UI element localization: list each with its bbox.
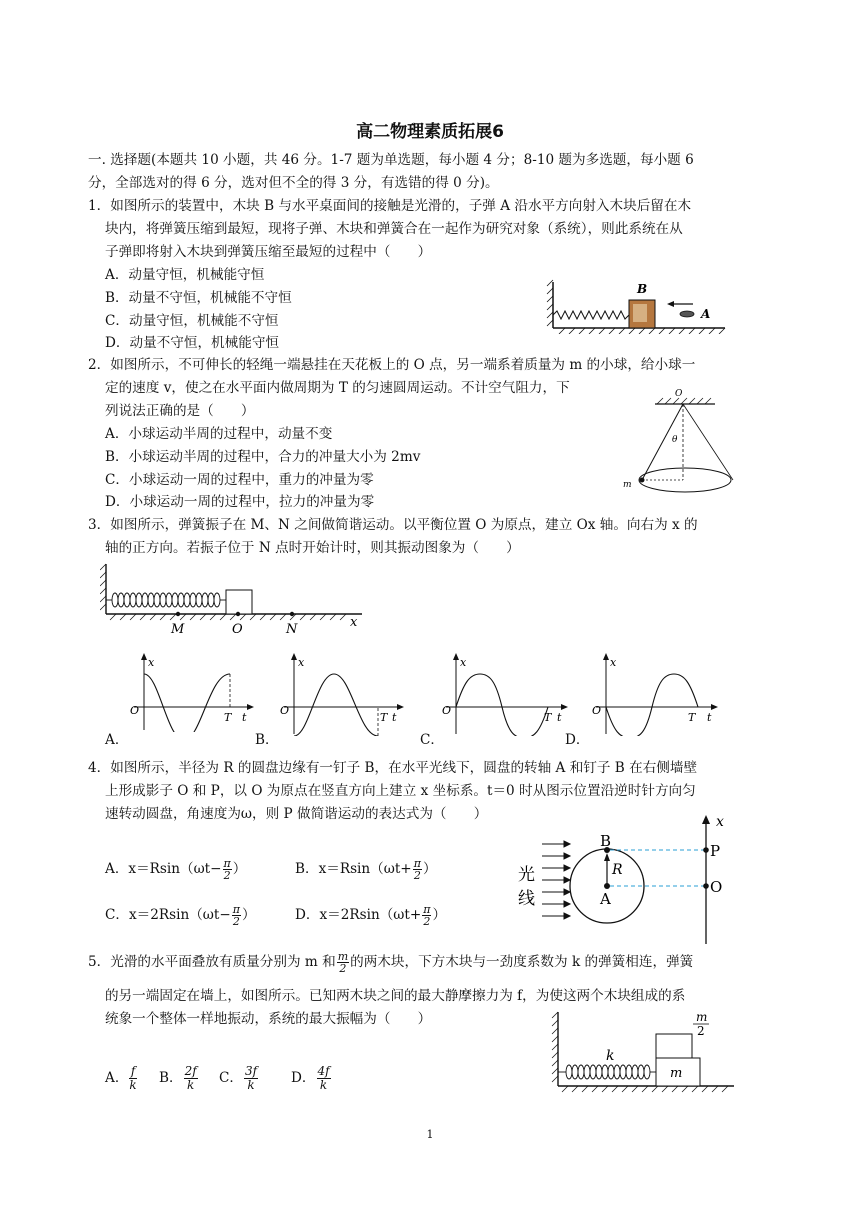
q3-stem-2: 轴的正方向。若振子位于 N 点时开始计时，则其振动图象为（ ）: [105, 540, 520, 556]
q5-stem-3: 统象一个整体一样地振动，系统的最大振幅为（ ）: [105, 1011, 432, 1027]
q3-graph-b-x: x: [298, 656, 305, 669]
q3-graph-b-t: t: [392, 711, 397, 724]
q3-stem-1: 3．如图所示，弹簧振子在 M、N 之间做简谐运动。以平衡位置 O 为原点，建立 Ox 轴。向右为 x 的: [88, 517, 698, 533]
page-title: 高二物理素质拓展6: [356, 122, 504, 142]
q2-stem-3: 列说法正确的是（ ）: [105, 403, 255, 419]
opt-label: D．: [291, 1070, 316, 1086]
frac-den: 2: [413, 869, 421, 882]
q3-graph-b: [278, 652, 406, 736]
q4-option-a: [105, 858, 246, 881]
q2-stem-1: 2．如图所示，不可伸长的轻绳一端悬挂在天花板上的 O 点，另一端系着质量为 m 的小球，给小球一: [88, 357, 696, 373]
q3-graph-a: [128, 652, 256, 732]
q5-option-c: [219, 1065, 259, 1092]
frac-den: k: [319, 1078, 328, 1092]
q3-label-o: O: [232, 622, 243, 637]
q3-graph-b-T: T: [380, 711, 388, 724]
section-line-2: 分，全部选对的得 6 分，选对但不全的得 3 分，有选错的得 0 分)。: [88, 175, 499, 191]
frac-num: f: [130, 1064, 136, 1078]
q5-option-b: [159, 1065, 199, 1092]
frac-den: k: [186, 1078, 195, 1092]
q4-stem-1: 4．如图所示，半径为 R 的圆盘边缘有一钉子 B，在水平光线下，圆盘的转轴 A 和钉子 B 在右侧墙壁: [88, 760, 698, 776]
q4-option-d-text: D．x＝2Rsin（ωt+: [295, 907, 422, 923]
q1-spring: [553, 311, 629, 319]
q5-stem-1: [88, 951, 693, 974]
q4-option-c-text: C．x＝2Rsin（ωt−: [105, 907, 231, 923]
q2-label-theta: θ: [672, 435, 678, 445]
frac-num: 2f: [184, 1064, 197, 1078]
q3-graph-a-t: t: [242, 711, 247, 724]
q5-label-m: m: [670, 1066, 683, 1081]
q5-option-d: [291, 1065, 332, 1092]
q2-ball: [640, 478, 645, 483]
q1-stem-1: 1．如图所示的装置中，木块 B 与水平桌面间的接触是光滑的，子弹 A 沿水平方向射入木块后留在木: [88, 198, 692, 214]
q5-label-top-num: m: [696, 1010, 708, 1024]
q1-option-a: A．动量守恒，机械能守恒: [105, 267, 265, 283]
q4-label-p: P: [710, 842, 721, 860]
frac-den: 2: [232, 915, 240, 928]
q5-block-top: [656, 1034, 692, 1058]
paren: ）: [432, 907, 447, 923]
q3-option-a: A．: [105, 732, 129, 748]
q4-stem-3: 速转动圆盘，角速度为ω，则 P 做简谐运动的表达式为（ ）: [105, 806, 488, 822]
q3-graph-c-x: x: [460, 656, 467, 669]
q3-graph-a-T: T: [224, 711, 232, 724]
q4-label-o: O: [710, 878, 723, 896]
q1-label-a: A: [701, 307, 711, 321]
frac-den: k: [247, 1078, 255, 1092]
paren: ）: [422, 861, 437, 877]
q3-option-d: D．: [565, 732, 590, 748]
q3-graph-b-o: O: [280, 704, 290, 717]
q1-label-b: B: [637, 282, 648, 296]
q3-graph-a-x: x: [148, 656, 155, 669]
q4-label-r: R: [612, 862, 623, 878]
q3-graph-c: [440, 652, 570, 736]
q4-label-a: A: [600, 890, 611, 908]
q1-stem-3: 子弹即将射入木块到弹簧压缩至最短的过程中（ ）: [105, 244, 432, 260]
q3-graph-d-T: T: [688, 711, 696, 724]
q2-option-d: D．小球运动一周的过程中，拉力的冲量为零: [105, 494, 375, 510]
q5-label-top-den: 2: [697, 1024, 705, 1038]
frac-num: m: [337, 950, 349, 963]
q2-option-c: C．小球运动一周的过程中，重力的冲量为零: [105, 472, 374, 488]
q5-stem-2: 的另一端固定在墙上，如图所示。已知两木块之间的最大静摩擦力为 f，为使这两个木块组成的系: [105, 988, 686, 1004]
q4-light-2: 线: [518, 889, 535, 909]
q2-label-m: m: [623, 480, 632, 490]
q5-stem-1a: 5．光滑的水平面叠放有质量分别为 m 和: [88, 954, 336, 970]
paren: ）: [232, 861, 247, 877]
q1-option-d: D．动量不守恒，机械能守恒: [105, 335, 280, 351]
frac-num: π: [423, 903, 431, 916]
q5-option-a: [105, 1065, 138, 1092]
frac-num: π: [223, 857, 231, 870]
q3-oscillator-figure: [100, 562, 370, 637]
q1-figure: [545, 278, 730, 334]
q4-option-a-text: A．x＝Rsin（ωt−: [105, 861, 222, 877]
page-number: 1: [426, 1128, 434, 1141]
q4-light-1: 光: [518, 865, 535, 885]
q4-label-b: B: [600, 832, 612, 850]
frac-den: k: [129, 1078, 137, 1092]
q5-label-k: k: [606, 1048, 615, 1064]
q2-option-b: B．小球运动半周的过程中，合力的冲量大小为 2mv: [105, 449, 421, 465]
frac-den: 2: [423, 915, 431, 928]
frac-den: 2: [339, 962, 347, 975]
q5-stem-1b: 的两木块，下方木块与一劲度系数为 k 的弹簧相连，弹簧: [350, 954, 694, 970]
q3-label-m: M: [171, 622, 185, 637]
frac-num: π: [232, 903, 240, 916]
q3-block: [226, 590, 252, 614]
q4-label-x: x: [716, 814, 724, 830]
q3-graph-d-x: x: [610, 656, 617, 669]
frac-num: π: [413, 857, 421, 870]
frac-num: 3f: [245, 1064, 258, 1078]
section-line-1: 一. 选择题(本题共 10 小题，共 46 分。1-7 题为单选题，每小题 4 分；8-10 题为多选题，每小题 6: [88, 152, 694, 168]
q4-stem-2: 上形成影子 O 和 P，以 O 为原点在竖直方向上建立 x 坐标系。t＝0 时从图示位置沿逆时针方向匀: [105, 783, 696, 799]
opt-label: A．: [105, 1070, 129, 1086]
frac-den: 2: [223, 869, 231, 882]
q2-stem-2: 定的速度 v，使之在水平面内做周期为 T 的匀速圆周运动。不计空气阻力，下: [105, 380, 570, 396]
q3-label-x: x: [350, 615, 358, 630]
paren: ）: [241, 907, 256, 923]
q1-option-c: C．动量守恒，机械能不守恒: [105, 313, 279, 329]
q4-option-b: [295, 858, 437, 881]
q4-option-c: [105, 904, 256, 927]
q4-option-d: [295, 904, 446, 927]
q3-graph-d-t: t: [707, 711, 712, 724]
q4-figure: [512, 812, 742, 947]
frac-num: 4f: [317, 1064, 330, 1078]
q2-figure: [615, 384, 745, 509]
opt-label: B．: [159, 1070, 183, 1086]
q1-bullet-a: [680, 311, 694, 317]
q5-figure: [548, 1010, 738, 1096]
q1-option-b: B．动量不守恒，机械能不守恒: [105, 290, 292, 306]
q3-graph-c-T: T: [544, 711, 552, 724]
q3-option-c: C．: [420, 732, 444, 748]
q3-graph-d-o: O: [592, 704, 602, 717]
q3-graph-d: [590, 652, 720, 736]
q4-option-b-text: B．x＝Rsin（ωt+: [295, 861, 412, 877]
q3-graph-c-o: O: [442, 704, 452, 717]
q3-label-n: N: [286, 622, 298, 637]
q2-option-a: A．小球运动半周的过程中，动量不变: [105, 426, 333, 442]
q3-graph-a-o: O: [130, 704, 140, 717]
q3-graph-c-t: t: [557, 711, 562, 724]
q2-label-o: O: [675, 389, 683, 399]
opt-label: C．: [219, 1070, 243, 1086]
q3-option-b: B．: [255, 732, 279, 748]
q1-stem-2: 块内，将弹簧压缩到最短，现将子弹、木块和弹簧合在一起作为研究对象（系统），则此系统在从: [105, 221, 683, 237]
